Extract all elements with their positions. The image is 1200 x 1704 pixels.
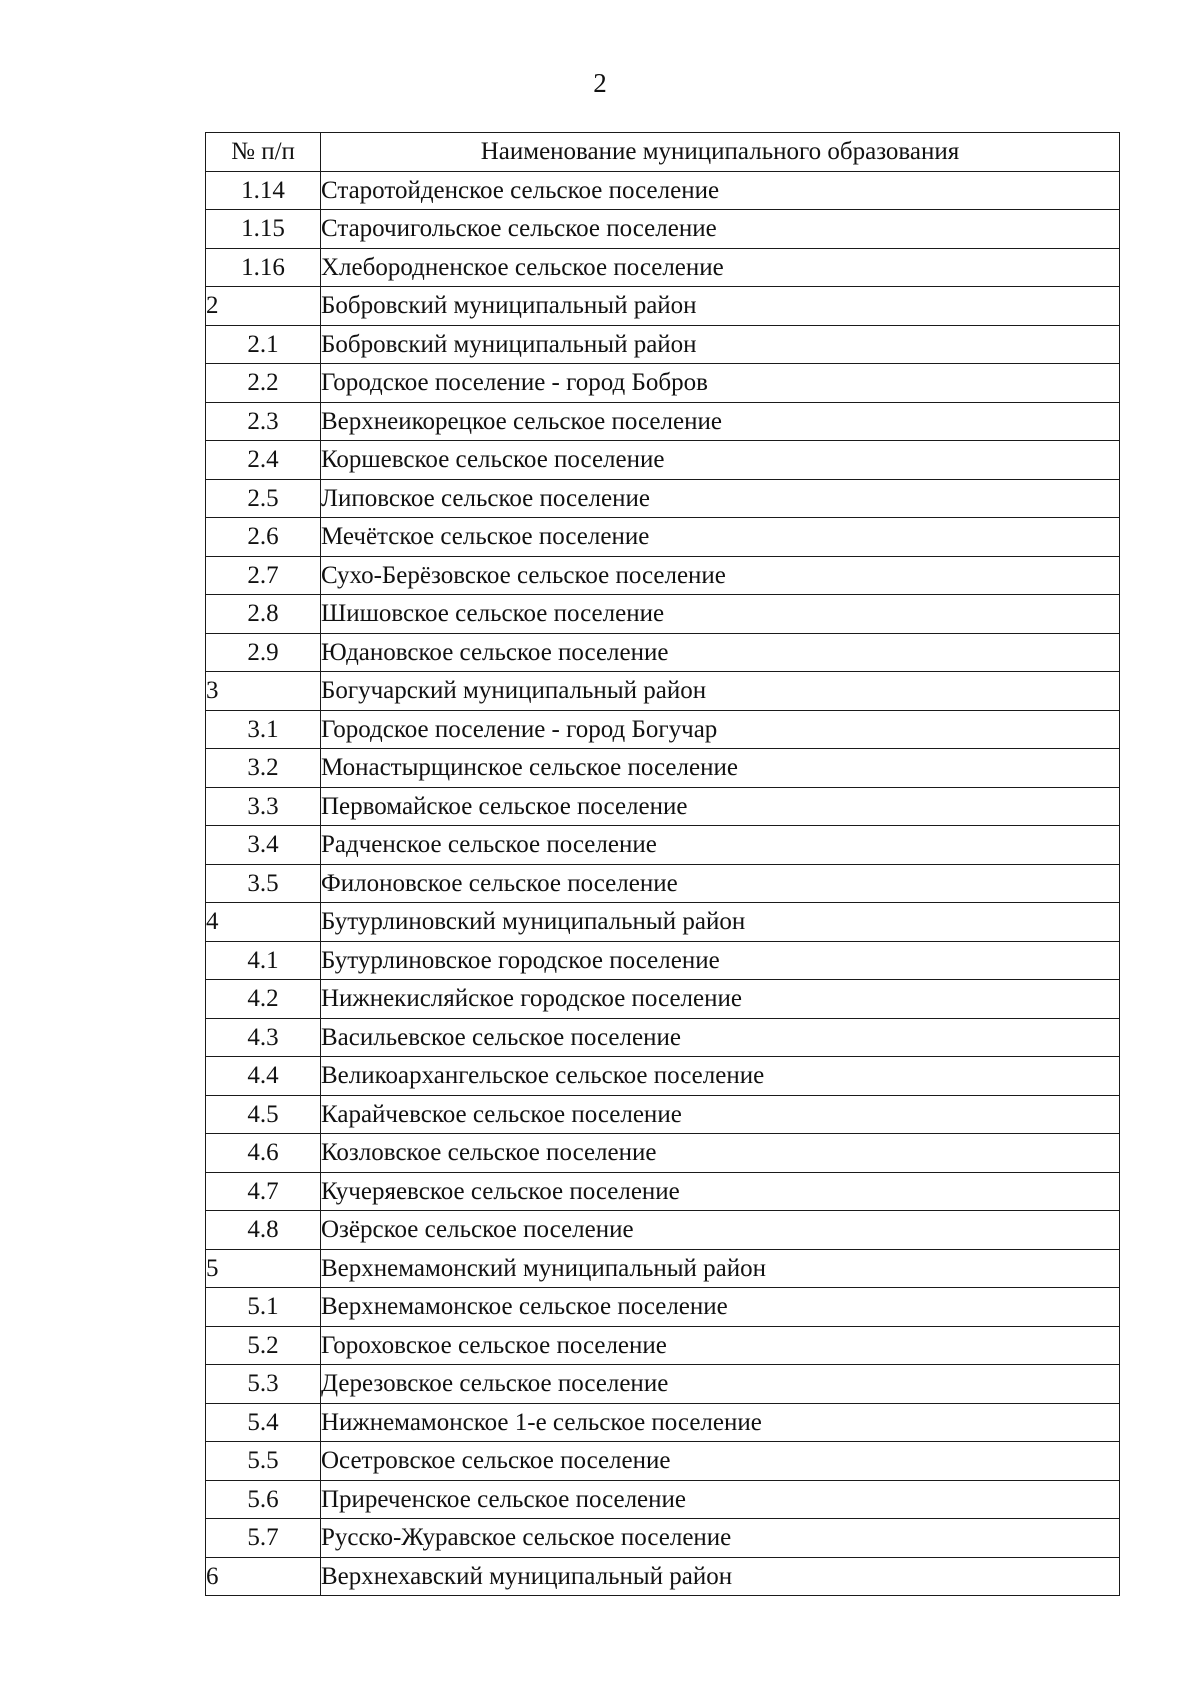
settlement-row [206,1211,1120,1250]
settlement-row [206,1057,1120,1096]
settlement-name: Нижнекисляйское городское поселение [321,980,1120,1019]
row-number: 4.4 [206,1057,321,1096]
row-number: 4.8 [206,1211,321,1250]
row-number: 5.7 [206,1519,321,1558]
settlement-name: Приреченское сельское поселение [321,1480,1120,1519]
settlement-name: Липовское сельское поселение [321,479,1120,518]
row-number: 3.5 [206,864,321,903]
row-number: 3.3 [206,787,321,826]
row-number: 2.3 [206,402,321,441]
settlement-name: Монастырщинское сельское поселение [321,749,1120,788]
district-row [206,287,1120,326]
settlement-row [206,1365,1120,1404]
settlement-row [206,1134,1120,1173]
settlement-name: Верхнеикорецкое сельское поселение [321,402,1120,441]
district-row [206,1249,1120,1288]
settlement-name: Старочигольское сельское поселение [321,210,1120,249]
district-name: Богучарский муниципальный район [321,672,1120,711]
table-header [206,133,1120,172]
row-number: 2.1 [206,325,321,364]
settlement-name: Кучеряевское сельское поселение [321,1172,1120,1211]
row-number: 5.3 [206,1365,321,1404]
row-number: 2.2 [206,364,321,403]
page-number: 2 [593,68,607,98]
row-number: 5.2 [206,1326,321,1365]
column-header-number: № п/п [206,133,321,172]
settlement-name: Васильевское сельское поселение [321,1018,1120,1057]
row-number: 4 [206,903,321,942]
row-number: 4.6 [206,1134,321,1173]
row-number: 4.2 [206,980,321,1019]
settlement-row [206,864,1120,903]
settlement-row [206,595,1120,634]
settlement-name: Сухо-Берёзовское сельское поселение [321,556,1120,595]
district-name: Верхнехавский муниципальный район [321,1557,1120,1596]
row-number: 5.6 [206,1480,321,1519]
settlement-row [206,171,1120,210]
settlement-row [206,1403,1120,1442]
row-number: 5.5 [206,1442,321,1481]
settlement-name: Дерезовское сельское поселение [321,1365,1120,1404]
settlement-name: Хлебородненское сельское поселение [321,248,1120,287]
settlement-row [206,980,1120,1019]
settlement-name: Осетровское сельское поселение [321,1442,1120,1481]
settlement-row [206,441,1120,480]
settlement-row [206,787,1120,826]
municipalities-table [205,132,1120,1596]
settlement-row [206,1095,1120,1134]
row-number: 4.3 [206,1018,321,1057]
settlement-row [206,1326,1120,1365]
row-number: 2.6 [206,518,321,557]
settlement-row [206,1480,1120,1519]
settlement-name: Шишовское сельское поселение [321,595,1120,634]
settlement-row [206,248,1120,287]
settlement-name: Бобровский муниципальный район [321,325,1120,364]
settlement-name: Мечётское сельское поселение [321,518,1120,557]
settlement-name: Карайчевское сельское поселение [321,1095,1120,1134]
settlement-row [206,325,1120,364]
settlement-name: Коршевское сельское поселение [321,441,1120,480]
row-number: 4.5 [206,1095,321,1134]
settlement-row [206,1172,1120,1211]
district-name: Бобровский муниципальный район [321,287,1120,326]
settlement-row [206,941,1120,980]
row-number: 5 [206,1249,321,1288]
settlement-name: Козловское сельское поселение [321,1134,1120,1173]
row-number: 3.1 [206,710,321,749]
settlement-row [206,518,1120,557]
column-header-name: Наименование муниципального образования [321,133,1120,172]
row-number: 1.14 [206,171,321,210]
table-body [206,171,1120,1596]
settlement-row [206,633,1120,672]
settlement-name: Городское поселение - город Богучар [321,710,1120,749]
row-number: 3.2 [206,749,321,788]
settlement-row [206,556,1120,595]
settlement-name: Озёрское сельское поселение [321,1211,1120,1250]
settlement-name: Нижнемамонское 1-е сельское поселение [321,1403,1120,1442]
settlement-name: Гороховское сельское поселение [321,1326,1120,1365]
settlement-row [206,210,1120,249]
settlement-row [206,1442,1120,1481]
settlement-name: Великоархангельское сельское поселение [321,1057,1120,1096]
district-row [206,1557,1120,1596]
settlement-row [206,402,1120,441]
header-row [206,133,1120,172]
row-number: 3.4 [206,826,321,865]
row-number: 2.9 [206,633,321,672]
settlement-row [206,826,1120,865]
row-number: 5.4 [206,1403,321,1442]
settlement-name: Городское поселение - город Бобров [321,364,1120,403]
settlement-name: Юдановское сельское поселение [321,633,1120,672]
row-number: 3 [206,672,321,711]
settlement-name: Верхнемамонское сельское поселение [321,1288,1120,1327]
settlement-row [206,749,1120,788]
district-name: Бутурлиновский муниципальный район [321,903,1120,942]
row-number: 4.7 [206,1172,321,1211]
row-number: 2.5 [206,479,321,518]
district-row [206,903,1120,942]
row-number: 1.15 [206,210,321,249]
settlement-row [206,364,1120,403]
row-number: 2.4 [206,441,321,480]
row-number: 2.8 [206,595,321,634]
district-row [206,672,1120,711]
settlement-name: Бутурлиновское городское поселение [321,941,1120,980]
settlement-row [206,1519,1120,1558]
settlement-name: Первомайское сельское поселение [321,787,1120,826]
settlement-name: Филоновское сельское поселение [321,864,1120,903]
settlement-row [206,1018,1120,1057]
settlement-name: Русско-Журавское сельское поселение [321,1519,1120,1558]
settlement-row [206,479,1120,518]
row-number: 2.7 [206,556,321,595]
settlement-name: Старотойденское сельское поселение [321,171,1120,210]
row-number: 5.1 [206,1288,321,1327]
row-number: 2 [206,287,321,326]
row-number: 1.16 [206,248,321,287]
settlement-name: Радченское сельское поселение [321,826,1120,865]
district-name: Верхнемамонский муниципальный район [321,1249,1120,1288]
settlement-row [206,710,1120,749]
settlement-row [206,1288,1120,1327]
row-number: 4.1 [206,941,321,980]
row-number: 6 [206,1557,321,1596]
